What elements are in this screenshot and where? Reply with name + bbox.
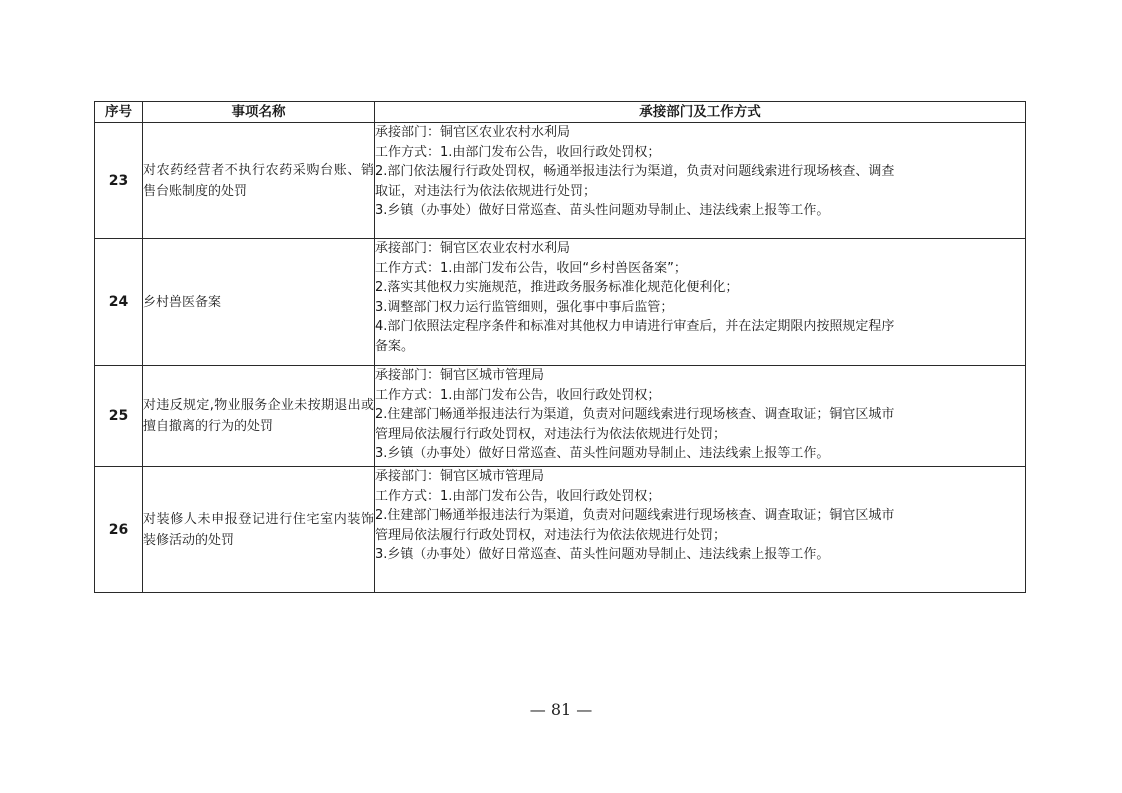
dept-method-line: 3.乡镇（办事处）做好日常巡查、苗头性问题劝导制止、违法线索上报等工作。 (375, 203, 830, 218)
header-dept-method: 承接部门及工作方式 (375, 102, 1026, 123)
item-name: 乡村兽医备案 (143, 239, 375, 366)
table-row (95, 366, 1026, 467)
page-number: — 81 — (529, 700, 593, 719)
dept-method-line: 承接部门：铜官区城市管理局 (375, 368, 545, 383)
dept-method-line: 2.住建部门畅通举报违法行为渠道，负责对问题线索进行现场核查、调查取证；铜官区城市 (375, 508, 895, 523)
dept-method-line: 工作方式：1.由部门发布公告，收回“乡村兽医备案”； (375, 260, 687, 276)
dept-method-line: 工作方式：1.由部门发布公告，收回行政处罚权； (375, 144, 661, 160)
item-name: 对装修人未申报登记进行住宅室内装饰装修活动的处罚 (143, 467, 375, 593)
table-row (95, 467, 1026, 593)
dept-method-cell (375, 123, 1026, 239)
dept-method-line: 承接部门：铜官区农业农村水利局 (375, 241, 571, 256)
dept-method-line: 4.部门依照法定程序条件和标准对其他权力申请进行审查后，并在法定期限内按照规定程序 (375, 319, 895, 334)
table-row (95, 239, 1026, 366)
row-number: 25 (95, 366, 143, 467)
header-seq: 序号 (95, 102, 143, 123)
items-table (94, 101, 1026, 593)
dept-method-line: 备案。 (375, 338, 415, 354)
row-number: 26 (95, 467, 143, 593)
dept-method-cell (375, 467, 1026, 593)
table-row (95, 123, 1026, 239)
dept-method-cell (375, 239, 1026, 366)
dept-method-line: 工作方式：1.由部门发布公告，收回行政处罚权； (375, 387, 661, 403)
row-number: 23 (95, 123, 143, 239)
item-name: 对违反规定,物业服务企业未按期退出或擅自撤离的行为的处罚 (143, 366, 375, 467)
dept-method-line: 2.部门依法履行行政处罚权，畅通举报违法行为渠道，负责对问题线索进行现场核查、调查 (375, 164, 895, 179)
dept-method-line: 3.乡镇（办事处）做好日常巡查、苗头性问题劝导制止、违法线索上报等工作。 (375, 446, 830, 461)
dept-method-line: 承接部门：铜官区城市管理局 (375, 469, 545, 484)
dept-method-line: 工作方式：1.由部门发布公告，收回行政处罚权； (375, 488, 661, 504)
item-name: 对农药经营者不执行农药采购台账、销售台账制度的处罚 (143, 123, 375, 239)
table-header-row (95, 102, 1026, 123)
dept-method-line: 3.乡镇（办事处）做好日常巡查、苗头性问题劝导制止、违法线索上报等工作。 (375, 547, 830, 562)
dept-method-line: 承接部门：铜官区农业农村水利局 (375, 125, 571, 140)
row-number: 24 (95, 239, 143, 366)
dept-method-cell (375, 366, 1026, 467)
dept-method-line: 管理局依法履行行政处罚权，对违法行为依法依规进行处罚； (375, 426, 727, 442)
dept-method-line: 2.落实其他权力实施规范，推进政务服务标准化规范化便利化； (375, 280, 739, 295)
dept-method-line: 2.住建部门畅通举报违法行为渠道，负责对问题线索进行现场核查、调查取证；铜官区城市 (375, 407, 895, 422)
dept-method-line: 管理局依法履行行政处罚权，对违法行为依法依规进行处罚； (375, 527, 727, 543)
dept-method-line: 3.调整部门权力运行监管细则，强化事中事后监管； (375, 299, 674, 315)
dept-method-line: 取证，对违法行为依法依规进行处罚； (375, 183, 597, 199)
header-item-name: 事项名称 (143, 102, 375, 123)
